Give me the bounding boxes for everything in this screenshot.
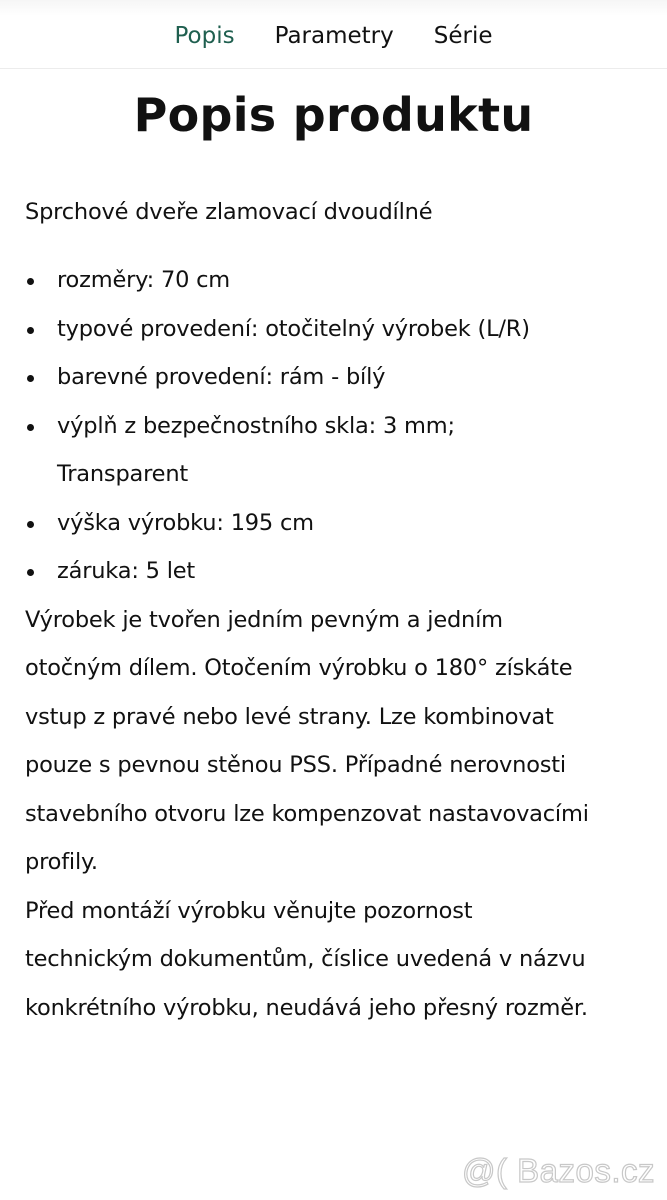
feature-list (25, 256, 645, 596)
list-item: typové provedení: otočitelný výrobek (L/R) (25, 305, 645, 354)
list-item: záruka: 5 let (25, 547, 645, 596)
description-paragraph: Výrobek je tvořen jedním pevným a jedním otočným dílem. Otočením výrobku o 180° získáte vstup z pravé nebo levé strany. Lze kombinovat pouze s pevnou stěnou PSS. Případné nerovnosti stavebního otvoru lze kompenzovat nastavovacími profily. (25, 606, 589, 875)
tab-bar (0, 0, 667, 69)
bullet-icon (27, 569, 34, 576)
tab-popis[interactable]: Popis (174, 23, 235, 49)
bullet-icon (27, 327, 34, 334)
list-item: výplň z bezpečnostního skla: 3 mm; Transparent (25, 402, 645, 499)
watermark-logo: @( Bazos.cz (461, 1152, 655, 1189)
page-title: Popis produktu (133, 88, 534, 142)
bullet-icon (27, 278, 34, 285)
list-item: rozměry: 70 cm (25, 256, 645, 305)
list-item: barevné provedení: rám - bílý (25, 353, 645, 402)
bullet-icon (27, 424, 34, 431)
list-item: výška výrobku: 195 cm (25, 499, 645, 548)
bullet-icon (27, 375, 34, 382)
tab-serie[interactable]: Série (433, 23, 493, 49)
product-description (25, 190, 645, 1032)
bullet-icon (27, 521, 34, 528)
tab-parametry[interactable]: Parametry (274, 23, 394, 49)
assembly-note-paragraph: Před montáží výrobku věnujte pozornost technickým dokumentům, číslice uvedená v názvu konkrétního výrobku, neudává jeho přesný rozměr. (25, 897, 588, 1021)
intro-text: Sprchové dveře zlamovací dvoudílné (25, 199, 433, 225)
